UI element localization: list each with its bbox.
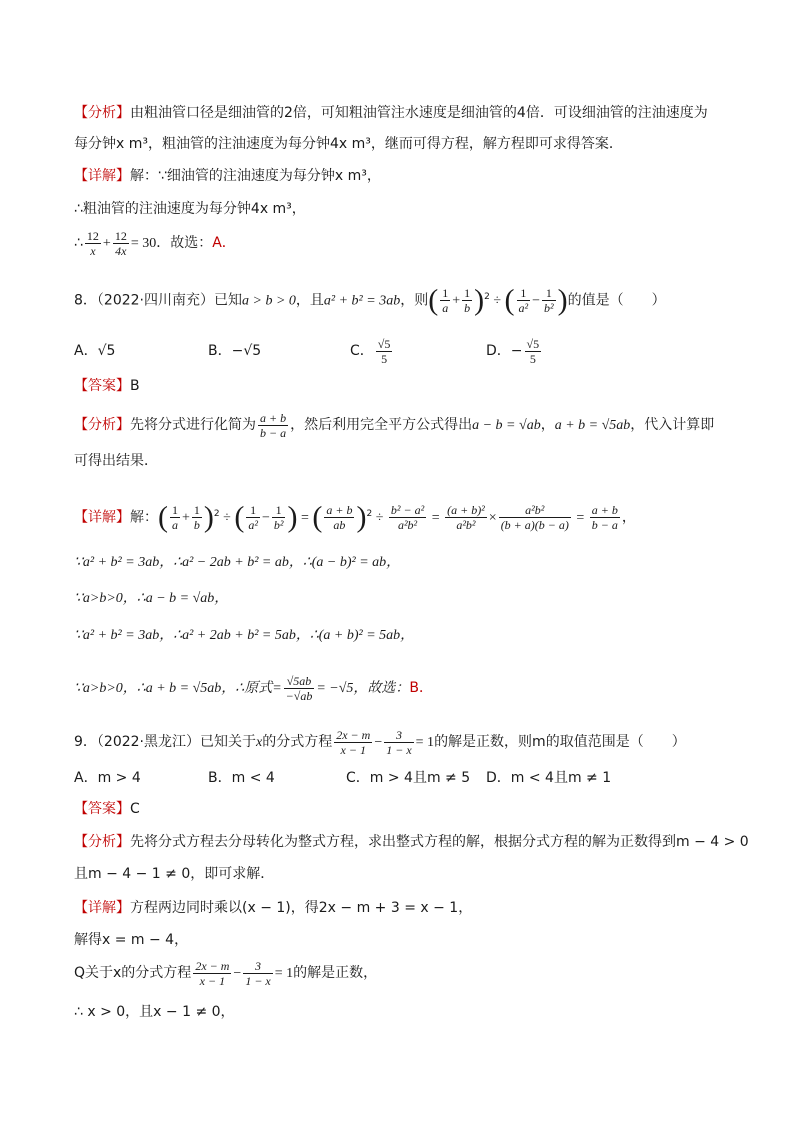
equation-text: = 30．故选： (130, 236, 213, 251)
answer-tag: 【答案】 (74, 801, 130, 817)
stem-text: 的分式方程 (262, 734, 333, 750)
option-c: C．m > 4且m ≠ 5 (346, 770, 471, 786)
fraction: $\frac{3}{1 - x}$ (245, 958, 271, 988)
fraction: $\frac{√5ab}{-√ab}$ (285, 673, 313, 703)
detail-line-3: ∴ $\frac{12}{x}$ + $\frac{12}{4x}$ = 30．故选：A． (74, 228, 236, 258)
detail-text: Q关于x的分式方程 (74, 965, 192, 981)
option-b: B．m < 4 (208, 770, 275, 786)
analysis-line-1 (74, 410, 724, 441)
answer-line (74, 376, 724, 396)
detail-line-3: Q关于x的分式方程 $\frac{2x - m}{x - 1}$ − $\frac{3}{1 - x}$ = 1的解是正数， (74, 958, 378, 988)
paren: ( (428, 283, 439, 317)
detail-text: ∵a>b>0，∴a − b = √ab， (74, 591, 229, 606)
analysis-text: 先将分式方程去分母转化为整式方程，求出整式方程的解，根据分式方程的解为正数得到m − 4 > 0 (130, 834, 749, 850)
detail-line-3 (74, 588, 724, 609)
question-9-stem: 9．（2022·黑龙江）已知关于x的分式方程 $\frac{2x - m}{x - 1}$ − $\frac{3}{1 - x}$ = 1的解是正数，则m的取值范围是（ ） (74, 727, 686, 757)
option-a: A．m > 4 (74, 770, 141, 786)
stem-text: 的解是正数，则m的取值范围是（ ） (434, 734, 686, 750)
detail-text: ∵a² + b² = 3ab，∴a² + 2ab + b² = 5ab，∴(a + b)² = 5ab， (74, 628, 415, 643)
question-number: 9．（2022·黑龙江）已知关于 (74, 734, 256, 750)
detail-tag: 【详解】 (74, 509, 130, 526)
option-b: B．−√5 (208, 343, 262, 359)
detail-text: 解：∵细油管的注油速度为每分钟x m³， (130, 168, 381, 184)
option-d: D．− $\frac{√5}{5}$ (486, 336, 540, 366)
analysis-tag: 【分析】 (74, 417, 130, 433)
detail-text: 方程两边同时乘以(x − 1)，得2x − m + 3 = x − 1， (130, 900, 473, 916)
analysis-text: ，然后利用完全平方公式得出 (290, 417, 473, 433)
fraction: $\frac{12}{x}$ (86, 228, 99, 258)
equation: a + b = √5ab (554, 418, 631, 433)
analysis-line-2 (74, 451, 724, 471)
fraction: $\frac{1}{\text{a²}}$ (518, 286, 529, 316)
option-c: C． $\frac{√5}{5}$ (350, 336, 391, 366)
analysis-line-2 (74, 864, 724, 884)
detail-text: ∴粗油管的注油速度为每分钟4x m³， (74, 201, 306, 217)
analysis-line-1 (74, 832, 749, 852)
analysis-text: 可得出结果． (74, 453, 158, 469)
analysis-text: 每分钟x m³，粗油管的注油速度为每分钟4x m³，继而可得方程，解方程即可求得答案． (74, 136, 623, 152)
answer-tag: 【答案】 (74, 378, 130, 394)
analysis-line-1 (74, 103, 724, 123)
detail-line-1 (74, 166, 724, 186)
detail-text: 解得x = m − 4， (74, 932, 189, 948)
answer-choice: A． (212, 235, 236, 251)
fraction: $\frac{2x - m}{x - 1}$ (336, 727, 371, 757)
answer-value: B (130, 378, 140, 394)
detail-text: 解： (130, 509, 158, 526)
detail-line-4 (74, 1002, 724, 1022)
detail-tag: 【详解】 (74, 168, 130, 184)
fraction: $\frac{a + b}{b - a}$ (260, 410, 287, 440)
equation: = 1 (274, 966, 294, 981)
detail-line-1: 【详解】解：( $\frac{1}{a}$ + $\frac{1}{b}$ )$^2$ ÷ ( $\frac{1}{\text{a²}}$ − $\frac{1}{\text{b²}}$ ) = ( $\frac{a + b}{ab}$ )$^2$ ÷ $\frac{\text{b² − a²}}{\text{a²b²}}$ = $\frac{\text{(a + b)²}}{\text{a²b²}}$ × $\frac{\text{a²b²}}{(b + a)(b - a)}$ = $\frac{a + b}{b - a}$ ， (74, 500, 636, 534)
paren: ( (504, 283, 515, 317)
question-number: 8．（2022·四川南充）已知 (74, 292, 242, 309)
detail-text: = −√5，故选： (316, 681, 410, 696)
detail-line-5 (74, 671, 724, 706)
detail-line-4 (74, 625, 724, 646)
fraction: $\frac{3}{1 - x}$ (386, 727, 412, 757)
stem-text: ，且 (295, 292, 324, 309)
answer-choice: B． (409, 680, 434, 696)
detail-line-1 (74, 898, 724, 918)
fraction: $\frac{12}{4x}$ (114, 228, 127, 258)
paren: ) (557, 283, 568, 317)
variable: x (256, 735, 263, 750)
detail-line-2 (74, 552, 724, 573)
condition: a² + b² = 3ab (323, 293, 401, 309)
fraction: $\frac{1}{a}$ (442, 286, 449, 316)
analysis-line-2 (74, 134, 724, 154)
analysis-text: 且m − 4 − 1 ≠ 0，即可求解． (74, 866, 275, 882)
detail-text: ∵a² + b² = 3ab，∴a² − 2ab + b² = ab，∴(a − b)² = ab， (74, 555, 401, 570)
fraction: $\frac{1}{b}$ (464, 286, 471, 316)
equation: a − b = √ab (472, 418, 541, 433)
analysis-text: 由粗油管口径是细油管的2倍，可知粗油管注水速度是细油管的4倍．可设细油管的注油速度为 (130, 105, 708, 121)
detail-line-2 (74, 930, 724, 950)
condition: a > b > 0 (242, 293, 296, 309)
detail-tag: 【详解】 (74, 900, 130, 916)
analysis-text: ，代入计算即 (630, 417, 715, 433)
analysis-tag: 【分析】 (74, 105, 130, 121)
therefore-symbol: ∴ (74, 235, 83, 251)
question-8-stem: 8．（2022·四川南充）已知a > b > 0，且a² + b² = 3ab，则( $\frac{1}{a}$ + $\frac{1}{b}$ )$^2$ ÷ ( $\frac{1}{\text{a²}}$ − $\frac{1}{\text{b²}}$ )的值是（ ） (74, 283, 666, 317)
detail-line-2 (74, 199, 724, 219)
equation: = 1 (415, 735, 435, 750)
stem-text: ，则 (400, 292, 429, 309)
analysis-text: 先将分式进行化简为 (130, 417, 256, 433)
option-d: D．m < 4且m ≠ 1 (486, 770, 612, 786)
separator: ， (540, 417, 555, 433)
paren: ) (474, 283, 485, 317)
detail-text: 的解是正数， (293, 965, 378, 981)
stem-text: 的值是（ ） (567, 292, 666, 309)
fraction: $\frac{2x - m}{x - 1}$ (195, 958, 230, 988)
fraction: $\frac{1}{\text{b²}}$ (544, 286, 554, 316)
analysis-tag: 【分析】 (74, 834, 130, 850)
detail-text: ∵a>b>0，∴a + b = √5ab，∴原式= (74, 681, 282, 696)
answer-value: C (130, 801, 140, 817)
option-a: A．√5 (74, 343, 116, 359)
detail-text: ∴ x > 0，且x − 1 ≠ 0， (74, 1004, 235, 1020)
answer-line (74, 799, 724, 819)
